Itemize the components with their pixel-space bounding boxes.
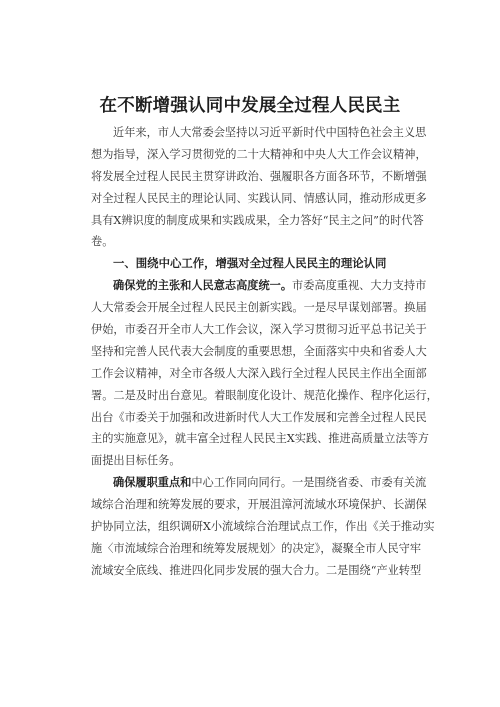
paragraph-line: 域综合治理和统筹发展的要求，开展沮漳河流域水环境保护、长湖保 [91,498,427,512]
paragraph-text: 中心工作同向同行。一是围绕省委、市委有关流 [191,476,427,490]
paragraph-line: 伊始，市委召开全市人大工作会议，深入学习贯彻习近平总书记关于 [91,323,427,337]
paragraph-lead: 确保履职重点和 [113,475,192,490]
paragraph-text: 市委高度重视、大力支持市 [292,279,427,293]
document-title: 在不断增强认同中发展全过程人民民主 [99,96,401,116]
paragraph-line: 流域安全底线、推进四化同步发展的强大合力。二是围绕“产业转型 [91,563,422,577]
intro-line: 具有X辨识度的制度成果和实践成果，全力答好“民主之问”的时代答 [91,213,424,227]
section-heading: 一、围绕中心工作，增强对全过程人民民主的理论认同 [113,256,387,271]
paragraph-line: 人大常委会开展全过程人民民主创新实践。一是尽早谋划部署。换届 [91,301,427,315]
paragraph-line [91,275,427,297]
intro-line: 将发展全过程人民民主贯穿讲政治、强履职各方面各环节，不断增强 [91,169,427,183]
intro-line: 对全过程人民民主的理论认同、实践认同、情感认同，推动形成更多 [91,191,427,205]
paragraph-line: 施〈市流域综合治理和统筹发展规划〉的决定》，凝聚全市人民守牢 [91,541,422,555]
paragraph-line: 出台《市委关于加强和改进新时代人大工作发展和完善全过程人民民 [91,410,427,424]
paragraph-line: 署。二是及时出台意见。着眼制度化设计、规范化操作、程序化运行， [91,388,438,402]
paragraph-lead: 确保党的主张和人民意志高度统一。 [113,278,293,293]
intro-line: 卷。 [91,235,114,249]
paragraph-line [91,472,427,494]
intro-line: 想为指导，深入学习贯彻党的二十大精神和中央人大工作会议精神， [91,147,427,161]
paragraph-line: 工作会议精神，对全市各级人大深入践行全过程人民民主作出全面部 [91,366,427,380]
intro-line: 近年来，市人大常委会坚持以习近平新时代中国特色社会主义思 [113,126,427,139]
document-body [91,122,438,582]
paragraph-line: 护协同立法，组织调研X小流域综合治理试点工作，作出《关于推动实 [91,520,435,534]
paragraph-line: 主的实施意见》，就丰富全过程人民民主X实践、推进高质量立法等方 [91,432,429,446]
paragraph-line: 面提出目标任务。 [91,454,181,468]
paragraph-line: 坚持和完善人民代表大会制度的重要思想，全面落实中央和省委人大 [91,344,427,358]
